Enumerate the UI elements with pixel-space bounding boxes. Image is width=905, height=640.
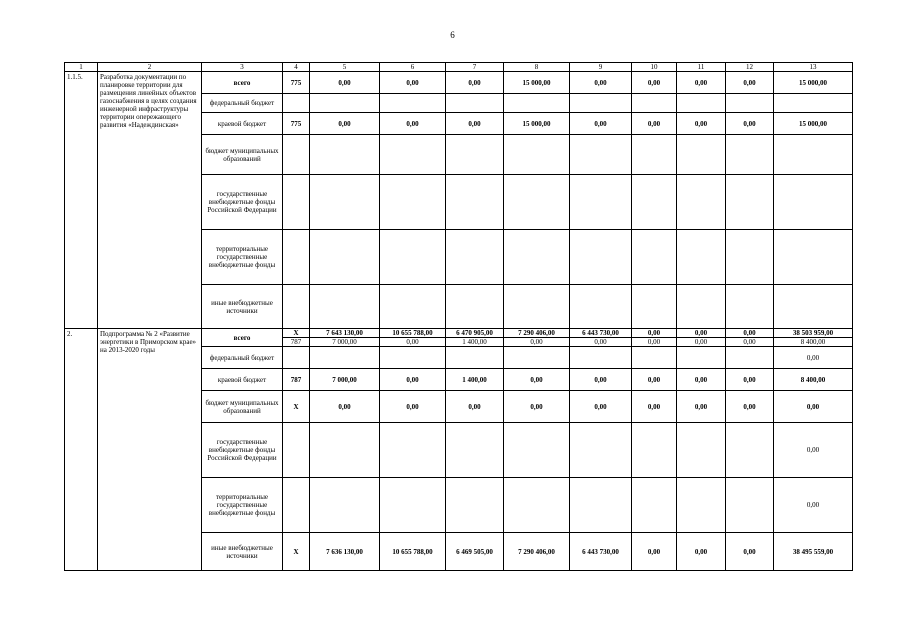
value-cell xyxy=(380,230,446,285)
value-cell xyxy=(570,423,632,478)
code-787-value: 0,00 xyxy=(570,337,631,346)
value-cell: 7 000,00 xyxy=(310,369,380,391)
value-cell xyxy=(632,230,677,285)
value-cell xyxy=(570,230,632,285)
value-cell: 6 469 505,00 xyxy=(446,533,504,571)
code-787-value: 7 000,00 xyxy=(310,337,379,346)
value-cell: 0,00 xyxy=(570,369,632,391)
funding-source: государственные внебюджетные фонды Российской Федерации xyxy=(202,423,283,478)
value-cell: 0,00 xyxy=(380,391,446,423)
funding-source: иные внебюджетные источники xyxy=(202,285,283,329)
value-cell xyxy=(677,285,726,329)
value-cell xyxy=(310,135,380,175)
value-cell xyxy=(632,175,677,230)
code-787-value: 0,00 xyxy=(726,337,773,346)
value-cell xyxy=(677,175,726,230)
total-value: 10 655 788,00 xyxy=(392,329,433,337)
value-cell xyxy=(726,285,774,329)
value-cell: 15 000,00 xyxy=(774,72,853,94)
value-cell xyxy=(446,329,504,347)
value-cell: 0,00 xyxy=(446,72,504,94)
value-cell xyxy=(632,94,677,113)
value-cell xyxy=(380,347,446,369)
funding-source: территориальные государственные внебюджетные фонды xyxy=(202,478,283,533)
column-header: 10 xyxy=(632,63,677,72)
value-cell: 0,00 xyxy=(310,113,380,135)
value-cell xyxy=(570,94,632,113)
value-cell xyxy=(726,423,774,478)
item-number: 1.1.5. xyxy=(65,72,98,329)
column-header: 12 xyxy=(726,63,774,72)
value-cell xyxy=(726,347,774,369)
funding-source: краевой бюджет xyxy=(202,369,283,391)
value-cell: 0,00 xyxy=(677,113,726,135)
column-header: 4 xyxy=(283,63,310,72)
value-cell xyxy=(504,478,570,533)
value-cell xyxy=(570,135,632,175)
total-value: 6 443 730,00 xyxy=(582,329,619,337)
funding-source: всего xyxy=(202,329,283,347)
value-cell xyxy=(380,423,446,478)
funding-source: федеральный бюджет xyxy=(202,347,283,369)
value-cell xyxy=(726,329,774,347)
value-cell xyxy=(504,285,570,329)
value-cell xyxy=(632,347,677,369)
column-header: 5 xyxy=(310,63,380,72)
column-header: 3 xyxy=(202,63,283,72)
value-cell: 0,00 xyxy=(726,113,774,135)
value-cell xyxy=(504,135,570,175)
value-cell xyxy=(380,329,446,347)
value-cell xyxy=(570,175,632,230)
funding-source: иные внебюджетные источники xyxy=(202,533,283,571)
code-787-value: 0,00 xyxy=(677,337,725,346)
value-cell xyxy=(310,329,380,347)
code-cell: 787 xyxy=(283,369,310,391)
total-value: 0,00 xyxy=(743,329,756,337)
column-header: 1 xyxy=(65,63,98,72)
value-cell: 0,00 xyxy=(774,478,853,533)
value-cell: 15 000,00 xyxy=(504,72,570,94)
code-cell: X xyxy=(283,391,310,423)
total-value: 6 470 905,00 xyxy=(456,329,493,337)
value-cell: 0,00 xyxy=(446,113,504,135)
value-cell xyxy=(726,135,774,175)
value-cell: 0,00 xyxy=(677,369,726,391)
value-cell: 15 000,00 xyxy=(774,113,853,135)
value-cell: 0,00 xyxy=(570,72,632,94)
column-header: 13 xyxy=(774,63,853,72)
value-cell xyxy=(446,478,504,533)
value-cell: 0,00 xyxy=(504,391,570,423)
value-cell xyxy=(774,285,853,329)
item-name: Разработка документации по планировке территории для размещения линейных объектов газоснабжения в целях создания инженерной инфраструктуры территории опережающего развития «Надеждинская» xyxy=(98,72,202,329)
value-cell xyxy=(774,94,853,113)
value-cell: 0,00 xyxy=(726,72,774,94)
value-cell xyxy=(310,175,380,230)
total-value: 0,00 xyxy=(647,329,661,337)
value-cell: 15 000,00 xyxy=(504,113,570,135)
value-cell xyxy=(570,329,632,347)
code-cell: X xyxy=(283,533,310,571)
value-cell: 0,00 xyxy=(726,391,774,423)
value-cell xyxy=(726,230,774,285)
value-cell xyxy=(310,478,380,533)
code-cell: 775 xyxy=(283,72,310,94)
value-cell xyxy=(726,94,774,113)
code-cell xyxy=(283,230,310,285)
value-cell: 0,00 xyxy=(774,423,853,478)
column-header: 8 xyxy=(504,63,570,72)
code-787-value: 787 xyxy=(283,337,309,346)
value-cell xyxy=(380,285,446,329)
value-cell: 0,00 xyxy=(726,369,774,391)
column-header: 7 xyxy=(446,63,504,72)
budget-table xyxy=(64,62,853,571)
value-cell: 0,00 xyxy=(677,391,726,423)
value-cell: 0,00 xyxy=(570,391,632,423)
value-cell: 0,00 xyxy=(310,72,380,94)
funding-source: краевой бюджет xyxy=(202,113,283,135)
code-cell xyxy=(283,329,310,347)
table-row xyxy=(65,329,853,347)
value-cell: 0,00 xyxy=(380,72,446,94)
header-row xyxy=(65,63,853,72)
funding-source: территориальные государственные внебюджетные фонды xyxy=(202,230,283,285)
value-cell: 10 655 788,00 xyxy=(380,533,446,571)
value-cell xyxy=(570,285,632,329)
value-cell xyxy=(504,347,570,369)
value-cell xyxy=(677,347,726,369)
value-cell xyxy=(677,94,726,113)
value-cell xyxy=(504,230,570,285)
code-cell xyxy=(283,347,310,369)
value-cell: 0,00 xyxy=(504,369,570,391)
value-cell xyxy=(446,347,504,369)
value-cell: 0,00 xyxy=(632,533,677,571)
value-cell: 0,00 xyxy=(380,113,446,135)
value-cell xyxy=(446,175,504,230)
value-cell xyxy=(570,478,632,533)
value-cell: 7 636 130,00 xyxy=(310,533,380,571)
value-cell xyxy=(632,135,677,175)
code-787-value: 1 400,00 xyxy=(446,337,503,346)
code-cell xyxy=(283,478,310,533)
column-header: 2 xyxy=(98,63,202,72)
value-cell: 0,00 xyxy=(570,113,632,135)
value-cell xyxy=(570,347,632,369)
value-cell xyxy=(677,230,726,285)
value-cell xyxy=(380,175,446,230)
code-787-value: 8 400,00 xyxy=(774,337,852,346)
value-cell xyxy=(677,135,726,175)
item-number: 2. xyxy=(65,329,98,571)
value-cell xyxy=(677,478,726,533)
code-cell: 775 xyxy=(283,113,310,135)
code-cell xyxy=(283,135,310,175)
value-cell xyxy=(504,175,570,230)
value-cell: 0,00 xyxy=(632,113,677,135)
value-cell xyxy=(504,423,570,478)
value-cell xyxy=(504,94,570,113)
value-cell xyxy=(632,285,677,329)
value-cell xyxy=(632,478,677,533)
value-cell xyxy=(446,135,504,175)
value-cell xyxy=(310,94,380,113)
value-cell xyxy=(774,175,853,230)
value-cell xyxy=(310,230,380,285)
total-value: 7 290 406,00 xyxy=(518,329,555,337)
value-cell xyxy=(380,135,446,175)
item-name: Подпрограмма № 2 «Развитие энергетики в Приморском крае» на 2013-2020 годы xyxy=(98,329,202,571)
value-cell: 0,00 xyxy=(310,391,380,423)
total-value: 0,00 xyxy=(694,329,708,337)
code-cell xyxy=(283,423,310,478)
total-value: 7 643 130,00 xyxy=(326,329,363,337)
value-cell: 0,00 xyxy=(380,369,446,391)
value-cell xyxy=(774,329,853,347)
value-cell xyxy=(310,423,380,478)
total-value: X xyxy=(293,329,299,337)
total-value: 38 503 959,00 xyxy=(792,329,834,337)
page-number: 6 xyxy=(450,30,455,40)
funding-source: бюджет муниципальных образований xyxy=(202,391,283,423)
value-cell: 0,00 xyxy=(677,533,726,571)
value-cell xyxy=(726,175,774,230)
funding-source: бюджет муниципальных образований xyxy=(202,135,283,175)
code-787-value: 0,00 xyxy=(632,337,676,346)
value-cell xyxy=(726,478,774,533)
value-cell: 0,00 xyxy=(632,369,677,391)
value-cell xyxy=(774,230,853,285)
value-cell xyxy=(677,423,726,478)
value-cell: 0,00 xyxy=(446,391,504,423)
value-cell xyxy=(310,285,380,329)
value-cell xyxy=(446,230,504,285)
table-row xyxy=(65,72,853,94)
code-787-value: 0,00 xyxy=(380,337,445,346)
value-cell xyxy=(446,423,504,478)
value-cell: 0,00 xyxy=(632,72,677,94)
value-cell xyxy=(632,423,677,478)
value-cell xyxy=(380,94,446,113)
code-787-value: 0,00 xyxy=(504,337,569,346)
value-cell: 38 495 559,00 xyxy=(774,533,853,571)
value-cell xyxy=(774,135,853,175)
value-cell: 7 290 406,00 xyxy=(504,533,570,571)
value-cell: 6 443 730,00 xyxy=(570,533,632,571)
code-cell xyxy=(283,285,310,329)
value-cell xyxy=(677,329,726,347)
value-cell: 0,00 xyxy=(677,72,726,94)
table-body xyxy=(65,63,853,571)
funding-source: федеральный бюджет xyxy=(202,94,283,113)
value-cell xyxy=(380,478,446,533)
value-cell: 0,00 xyxy=(774,347,853,369)
value-cell: 1 400,00 xyxy=(446,369,504,391)
value-cell: 8 400,00 xyxy=(774,369,853,391)
value-cell xyxy=(310,347,380,369)
column-header: 6 xyxy=(380,63,446,72)
value-cell xyxy=(446,94,504,113)
value-cell xyxy=(632,329,677,347)
code-cell xyxy=(283,94,310,113)
value-cell xyxy=(446,285,504,329)
value-cell xyxy=(504,329,570,347)
value-cell: 0,00 xyxy=(726,533,774,571)
value-cell: 0,00 xyxy=(632,391,677,423)
value-cell: 0,00 xyxy=(774,391,853,423)
column-header: 9 xyxy=(570,63,632,72)
funding-source: всего xyxy=(202,72,283,94)
column-header: 11 xyxy=(677,63,726,72)
code-cell xyxy=(283,175,310,230)
funding-source: государственные внебюджетные фонды Российской Федерации xyxy=(202,175,283,230)
